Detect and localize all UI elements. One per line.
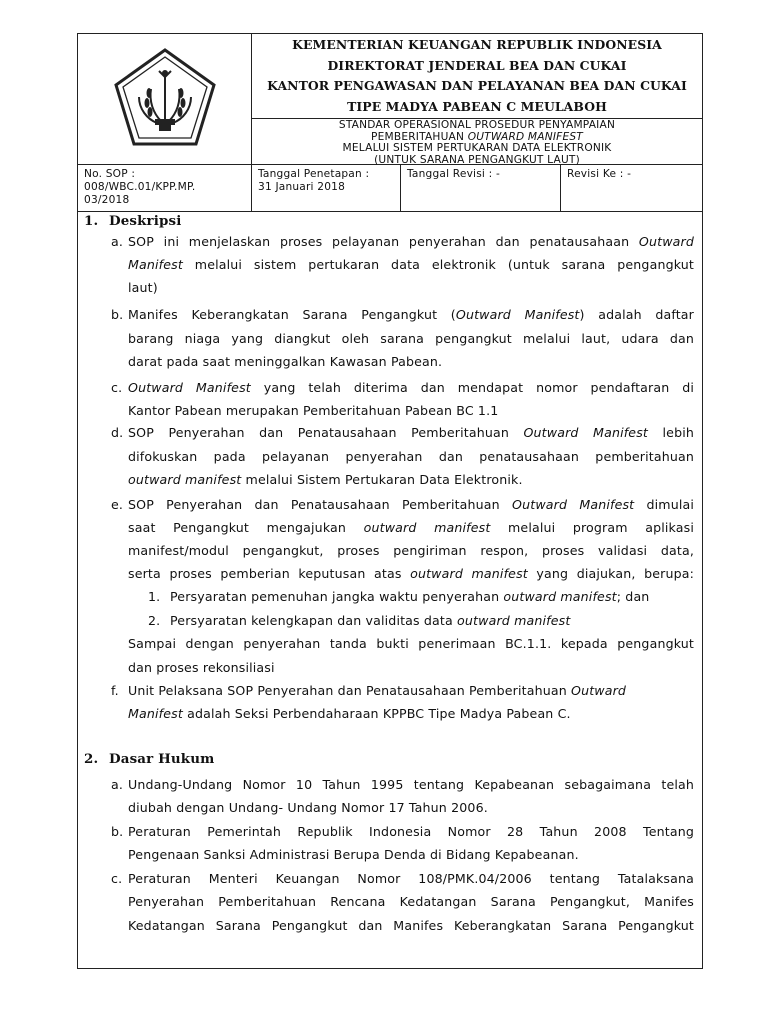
item-e-sub-2-text: Persyaratan kelengkapan dan validitas data bbox=[170, 613, 453, 628]
item-e-line-6: dan proses rekonsiliasi bbox=[128, 660, 275, 675]
sop-title-text: PEMBERITAHUAN bbox=[371, 130, 465, 143]
item-e-text-4a: serta proses pemberian keputusan atas bbox=[128, 566, 402, 581]
item-b-line-3: darat pada saat meninggalkan Kawasan Pabean. bbox=[128, 354, 443, 369]
item-e-line-2 bbox=[128, 520, 694, 535]
item-e-sub-1 bbox=[170, 589, 649, 604]
hukum-a-marker: a. bbox=[111, 777, 124, 792]
hukum-c-line-3: Kedatangan Sarana Pengangkut dan Manifes Keberangkatan Sarana Pengangkut bbox=[128, 918, 694, 933]
item-e-emphasis-4: outward manifest bbox=[410, 566, 528, 581]
sop-title-line-3: MELALUI SISTEM PERTUKARAN DATA ELEKTRONIK bbox=[342, 142, 612, 155]
section-2-number: 2. bbox=[84, 751, 99, 767]
org-line-type: TIPE MADYA PABEAN C MEULABOH bbox=[347, 98, 607, 114]
item-e-text-4b: yang diajukan, berupa: bbox=[536, 566, 694, 581]
item-c-line-2: Kantor Pabean merupakan Pemberitahuan Pabean BC 1.1 bbox=[128, 403, 499, 418]
item-e-line-4 bbox=[128, 566, 694, 581]
item-e-sub-1-number: 1. bbox=[148, 589, 161, 604]
sop-title-emphasis: OUTWARD MANIFEST bbox=[467, 130, 583, 143]
item-e-marker: e. bbox=[111, 497, 124, 512]
item-f-marker: f. bbox=[111, 683, 119, 698]
item-f-line-2 bbox=[128, 706, 571, 721]
tanggal-revisi-text: Tanggal Revisi : - bbox=[407, 168, 500, 180]
sop-title-line-1: STANDAR OPERASIONAL PROSEDUR PENYAMPAIAN bbox=[252, 118, 702, 132]
item-b-marker: b. bbox=[111, 307, 124, 322]
item-e-sub-1-text-b: ; dan bbox=[616, 589, 650, 604]
logo-cell bbox=[78, 34, 252, 165]
section-2-title: Dasar Hukum bbox=[109, 751, 215, 767]
item-e-line-5: Sampai dengan penyerahan tanda bukti penerimaan BC.1.1. kepada pengangkut bbox=[128, 636, 694, 651]
hukum-a-line-1: Undang-Undang Nomor 10 Tahun 1995 tentang Kepabeanan sebagaimana telah bbox=[128, 777, 694, 792]
item-b-emphasis: Outward Manifest bbox=[455, 307, 580, 322]
item-d-text: SOP Penyerahan dan Penatausahaan Pemberitahuan bbox=[128, 425, 509, 440]
item-e-emphasis: Outward Manifest bbox=[512, 497, 635, 512]
item-e-line-1 bbox=[128, 497, 694, 512]
revisi-ke-cell bbox=[561, 165, 702, 211]
revisi-ke-text: Revisi Ke : - bbox=[567, 168, 632, 180]
item-b-line-1 bbox=[128, 307, 694, 322]
item-b-text-b: ) adalah daftar bbox=[579, 307, 695, 322]
section-1-title: Deskripsi bbox=[109, 213, 182, 229]
item-f-text: Unit Pelaksana SOP Penyerahan dan Penatausahaan Pemberitahuan bbox=[128, 683, 567, 698]
sop-header-table bbox=[78, 34, 702, 212]
item-a-line-1 bbox=[128, 234, 694, 249]
item-d-line-3 bbox=[128, 472, 523, 487]
tanggal-penetapan-label: Tanggal Penetapan : bbox=[258, 168, 370, 180]
item-d-line-2: difokuskan pada pelayanan penyerahan dan penatausahaan pemberitahuan bbox=[128, 449, 694, 464]
item-d-text-b: lebih bbox=[662, 425, 695, 440]
tanggal-penetapan-cell bbox=[252, 165, 401, 211]
item-d-emphasis-2: outward manifest bbox=[128, 472, 242, 487]
sop-number-value-1: 008/WBC.01/KPP.MP. bbox=[84, 181, 196, 193]
item-c-text: yang telah diterima dan mendapat nomor pendaftaran di bbox=[263, 380, 695, 395]
item-a-text-2: melalui sistem pertukaran data elektronik (untuk sarana pengangkut bbox=[194, 257, 694, 272]
item-e-text-2a: saat Pengangkut mengajukan bbox=[128, 520, 347, 535]
item-e-sub-1-text: Persyaratan pemenuhan jangka waktu penyerahan bbox=[170, 589, 500, 604]
item-c-marker: c. bbox=[111, 380, 123, 395]
org-line-ministry: KEMENTERIAN KEUANGAN REPUBLIK INDONESIA bbox=[292, 37, 662, 52]
item-f-line-1 bbox=[128, 683, 626, 698]
hukum-b-line-1: Peraturan Pemerintah Republik Indonesia Nomor 28 Tahun 2008 Tentang bbox=[128, 824, 694, 839]
item-e-sub-2-emphasis: outward manifest bbox=[457, 613, 571, 628]
item-b-text-a: Manifes Keberangkatan Sarana Pengangkut ( bbox=[128, 307, 456, 322]
item-d-line-1 bbox=[128, 425, 694, 440]
hukum-a-line-2: diubah dengan Undang- Undang Nomor 17 Tahun 2006. bbox=[128, 800, 488, 815]
item-a-emphasis-2: Manifest bbox=[128, 257, 183, 272]
item-f-text-2: adalah Seksi Perbendaharaan KPPBC Tipe Madya Pabean C. bbox=[187, 706, 571, 721]
hukum-c-line-1: Peraturan Menteri Keuangan Nomor 108/PMK.04/2006 tentang Tatalaksana bbox=[128, 871, 694, 886]
item-b-line-2: barang niaga yang diangkut oleh sarana pengangkut melalui laut, udara dan bbox=[128, 331, 694, 346]
item-a-text: SOP ini menjelaskan proses pelayanan penyerahan dan penatausahaan bbox=[128, 234, 630, 249]
item-d-marker: d. bbox=[111, 425, 124, 440]
hukum-b-line-2: Pengenaan Sanksi Administrasi Berupa Denda di Bidang Kepabeanan. bbox=[128, 847, 579, 862]
item-e-sub-1-emphasis: outward manifest bbox=[503, 589, 617, 604]
sop-number-cell bbox=[78, 165, 252, 211]
org-line-office: KANTOR PENGAWASAN DAN PELAYANAN BEA DAN CUKAI bbox=[267, 78, 687, 93]
section-1-number: 1. bbox=[84, 213, 99, 229]
ministry-emblem-icon bbox=[111, 47, 219, 151]
item-a-line-2 bbox=[128, 257, 694, 272]
tanggal-revisi-cell bbox=[401, 165, 561, 211]
item-f-emphasis-2: Manifest bbox=[128, 706, 183, 721]
tanggal-penetapan-value: 31 Januari 2018 bbox=[258, 181, 346, 193]
item-a-marker: a. bbox=[111, 234, 124, 249]
item-e-text: SOP Penyerahan dan Penatausahaan Pemberitahuan bbox=[128, 497, 500, 512]
item-e-sub-2 bbox=[170, 613, 570, 628]
sop-number-value-2: 03/2018 bbox=[84, 194, 130, 206]
item-e-emphasis-2: outward manifest bbox=[363, 520, 491, 535]
hukum-c-line-2: Penyerahan Pemberitahuan Rencana Kedatangan Sarana Pengangkut, Manifes bbox=[128, 894, 694, 909]
org-line-directorate: DIREKTORAT JENDERAL BEA DAN CUKAI bbox=[327, 57, 627, 73]
sop-title-line-4: (UNTUK SARANA PENGANGKUT LAUT) bbox=[374, 153, 580, 166]
item-e-line-3: manifest/modul pengangkut, proses pengiriman respon, proses validasi data, bbox=[128, 543, 694, 558]
item-d-text-3: melalui Sistem Pertukaran Data Elektronik. bbox=[245, 472, 523, 487]
item-a-line-3: laut) bbox=[128, 280, 158, 295]
hukum-c-marker: c. bbox=[111, 871, 123, 886]
hukum-b-marker: b. bbox=[111, 824, 124, 839]
item-e-text-2b: melalui program aplikasi bbox=[508, 520, 694, 535]
meta-row bbox=[78, 165, 702, 212]
sop-number-label: No. SOP : bbox=[84, 168, 136, 180]
item-c-line-1 bbox=[128, 380, 694, 395]
item-c-emphasis: Outward Manifest bbox=[128, 380, 251, 395]
document-page bbox=[77, 33, 703, 969]
item-a-emphasis: Outward bbox=[638, 234, 694, 249]
item-f-emphasis: Outward bbox=[571, 683, 627, 698]
title-cell bbox=[252, 34, 702, 165]
item-d-emphasis: Outward Manifest bbox=[523, 425, 649, 440]
item-e-text-b: dimulai bbox=[646, 497, 694, 512]
item-e-sub-2-number: 2. bbox=[148, 613, 161, 628]
